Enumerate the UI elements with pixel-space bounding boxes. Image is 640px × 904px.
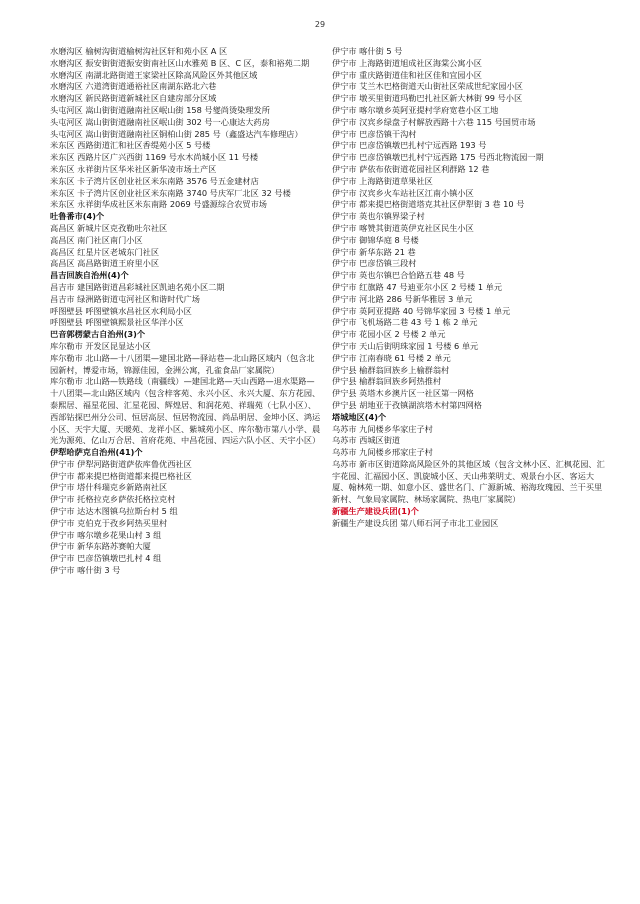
address-entry: 伊宁市 喀尔墩乡花果山村 3 组	[50, 529, 162, 540]
address-entry: 伊宁市 巴彦岱镇干沟村	[332, 128, 417, 139]
left-column	[50, 46, 322, 577]
address-entry: 伊宁市 克伯克于孜乡阿热买里村	[50, 517, 168, 528]
section-heading: 塔城地区(4)个	[332, 411, 387, 422]
section-heading: 新疆生产建设兵团(1)个	[332, 506, 419, 517]
address-entry: 伊宁市 上海路街道旭成社区海棠公寓小区	[332, 57, 482, 68]
address-entry: 伊宁市 达达木图镇乌拉斯台村 5 组	[50, 506, 178, 517]
address-entry: 乌苏市 九间楼乡华家庄子村	[332, 423, 433, 434]
address-entry: 伊宁市 巴彦岱镇墩巴扎村 4 组	[50, 553, 162, 564]
address-entry: 昌吉市 建国路街道昌彩城社区凯迪名苑小区二期	[50, 281, 225, 292]
address-entry: 昌吉市 绿洲路街道屯河社区和谐时代广场	[50, 293, 200, 304]
address-entry: 伊宁市 伊犁河路街道萨依库鲁优西社区	[50, 458, 192, 469]
address-entry: 伊宁市 塔什科瑞克乡新路南社区	[50, 482, 168, 493]
address-entry: 伊宁市 喀尔墩乡英阿亚提村学府宽巷小区工地	[332, 104, 499, 115]
address-entry: 库尔勒市 北山路—铁路线（南疆线）—建国北路—天山西路—退水渠路—十八团渠—北山路区域内（包含梓客苑、永兴小区、永兴大厦、东方花园、泰熙居、福星花园、汇星花园、辉煌居、和润花苑、祥瑞苑（七队小区）、西部钻探巴州分公司、恒居高层、恒居物流园、尚品明居、金坤小区、鸿运小区、天宇大厦、天暖苑、龙祥小区、紫城苑小区、库尔勒市第八小学、晨光为源苑、亿山万合居、首府花苑、中昌花园、四运六队小区、天宇小区）	[50, 376, 321, 446]
address-entry: 伊宁市 飞机场路二巷 43 号 1 栋 2 单元	[332, 317, 478, 328]
address-entry: 伊宁市 花园小区 2 号楼 2 单元	[332, 329, 446, 340]
address-entry: 伊宁市 艾兰木巴格街道天山街社区荣成世纪家园小区	[332, 81, 523, 92]
address-entry: 乌苏市 新市区街道除高风险区外的其他区域（包含文林小区、汇枫花园、汇宇花园、汇福园小区、凯旋城小区、天山弗莱明丈、观景台小区、客运大厦、翰林苑一期、如意小区、盛世名门、广源新城、裕海玫瑰园、兰干买里新村、气象局家属院、林场家属院、热电厂家属院）	[332, 458, 605, 505]
address-entry: 伊宁市 河北路 286 号新华雅居 3 单元	[332, 293, 473, 304]
address-entry: 米东区 永祥街华成社区米东南路 2069 号盛源综合农贸市场	[50, 199, 267, 210]
address-entry: 伊宁市 天山后街明珠家园 1 号楼 6 单元	[332, 340, 479, 351]
address-entry: 水磨沟区 南湖北路街道王家梁社区除高风险区外其他区域	[50, 69, 258, 80]
address-entry: 高昌区 红星片区老城东门社区	[50, 246, 160, 257]
address-entry: 伊宁县 英塔木乡澳片区一社区第一网格	[332, 388, 474, 399]
address-entry: 伊宁市 巴彦岱镇墩巴扎村宁远西路 193 号	[332, 140, 487, 151]
address-entry: 米东区 永祥街片区华米社区新华凌市场土产区	[50, 163, 217, 174]
section-heading: 吐鲁番市(4)个	[50, 211, 105, 222]
address-entry: 伊宁市 御锦华庭 8 号楼	[332, 234, 419, 245]
address-entry: 伊宁市 英也尔镇界梁子村	[332, 211, 425, 222]
address-entry: 米东区 西路片区广兴西街 1169 号水木尚城小区 11 号楼	[50, 152, 259, 163]
address-entry: 伊宁市 汉宾乡火车站社区江南小镇小区	[332, 187, 474, 198]
address-entry: 伊宁市 汉宾乡绿盘子村解放西路十六巷 115 号国贸市场	[332, 116, 536, 127]
address-entry: 呼图壁县 呼图壁镇水昌社区水利局小区	[50, 305, 192, 316]
address-entry: 伊宁市 新华东路苏赛帕大厦	[50, 541, 151, 552]
address-entry: 米东区 卡子湾片区创业社区米东南路 3576 号五金建材店	[50, 175, 259, 186]
address-entry: 水磨沟区 振安街街道振安街南社区山水雅苑 B 区、C 区，泰和裕苑二期	[50, 57, 310, 68]
section-heading: 伊犁哈萨克自治州(41)个	[50, 447, 143, 458]
address-entry: 伊宁市 新华东路 21 巷	[332, 246, 416, 257]
address-entry: 头屯河区 嵩山街街道融南社区岷山街 302 号一心康达大药房	[50, 116, 270, 127]
address-entry: 伊宁市 托格拉克乡萨依托格拉克村	[50, 494, 176, 505]
address-entry: 高昌区 新城片区克孜勒吐尔社区	[50, 222, 168, 233]
address-entry: 米东区 西路街道汇和社区香缇苑小区 5 号楼	[50, 140, 211, 151]
address-entry: 伊宁市 萨依布依街道花园社区利群路 12 巷	[332, 163, 490, 174]
address-entry: 水磨沟区 榆树沟街道榆树沟社区轩和苑小区 A 区	[50, 46, 228, 56]
page-number: 29	[314, 20, 326, 29]
address-entry: 伊宁县 榆群翁回族乡上榆群翁村	[332, 364, 450, 375]
address-entry: 高昌区 南门社区南门小区	[50, 234, 143, 245]
address-entry: 呼图壁县 呼图壁镇熙景社区华洋小区	[50, 317, 184, 328]
address-entry: 库尔勒市 开发区昆显达小区	[50, 340, 151, 351]
address-entry: 伊宁市 红旗路 47 号迪亚尔小区 2 号楼 1 单元	[332, 281, 503, 292]
address-entry: 水磨沟区 六道湾街道通裕社区南湖东路北六巷	[50, 81, 217, 92]
address-entry: 米东区 卡子湾片区创业社区米东南路 3740 号庆军厂北区 32 号楼	[50, 187, 291, 198]
address-entry: 乌苏市 西城区街道	[332, 435, 401, 446]
address-entry: 伊宁市 英阿亚提路 40 号锦华家园 3 号楼 1 单元	[332, 305, 511, 316]
address-entry: 伊宁市 上海路街道草果社区	[332, 175, 433, 186]
address-entry: 伊宁市 喀什街 3 号	[50, 565, 121, 576]
address-entry: 伊宁市 英也尔镇巴合恰路五巷 48 号	[332, 270, 465, 281]
address-entry: 新疆生产建设兵团 第八师石河子市北工业园区	[332, 517, 499, 528]
address-entry: 伊宁市 墩买里街道玛勒巴扎社区新大林街 99 号小区	[332, 93, 523, 104]
right-column	[332, 46, 606, 530]
address-entry: 头屯河区 嵩山街街道融南社区铜柏山街 285 号（鑫盛达汽车修理店）	[50, 128, 303, 139]
section-heading: 昌吉回族自治州(4)个	[50, 270, 129, 281]
address-entry: 伊宁市 江南春晓 61 号楼 2 单元	[332, 352, 451, 363]
address-entry: 伊宁县 胡地亚于孜镇湖滨塔木村第四网格	[332, 399, 482, 410]
address-entry: 伊宁市 都来提巴格街道塔克其社区伊犁街 3 巷 10 号	[332, 199, 525, 210]
address-entry: 伊宁县 榆群翁回族乡阿热推村	[332, 376, 442, 387]
address-entry: 库尔勒市 北山路—十八团渠—建国北路—驿站巷—北山路区域内（包含北园新村，博爱市场，锦源佳园，金洲公寓，孔雀食品厂家属院）	[50, 352, 315, 375]
address-entry: 伊宁市 喀赞其街道英伊克社区民生小区	[332, 222, 474, 233]
address-entry: 伊宁市 喀什街 5 号	[332, 46, 403, 56]
address-entry: 高昌区 高昌路街道王府里小区	[50, 258, 160, 269]
address-entry: 伊宁市 巴彦岱镇墩巴扎村宁远西路 175 号西北物流园一期	[332, 152, 544, 163]
address-entry: 水磨沟区 新民路街道新城社区自建房部分区域	[50, 93, 217, 104]
address-entry: 头屯河区 嵩山街街道融南社区岷山街 158 号燮尚烫染理发所	[50, 104, 270, 115]
address-entry: 伊宁市 重庆路街道佳和社区佳和宜园小区	[332, 69, 482, 80]
address-entry: 乌苏市 九间楼乡邢家庄子村	[332, 447, 433, 458]
section-heading: 巴音郭楞蒙古自治州(3)个	[50, 329, 146, 340]
address-entry: 伊宁市 都来提巴格街道都来提巴格社区	[50, 470, 192, 481]
address-entry: 伊宁市 巴彦岱镇三段村	[332, 258, 417, 269]
